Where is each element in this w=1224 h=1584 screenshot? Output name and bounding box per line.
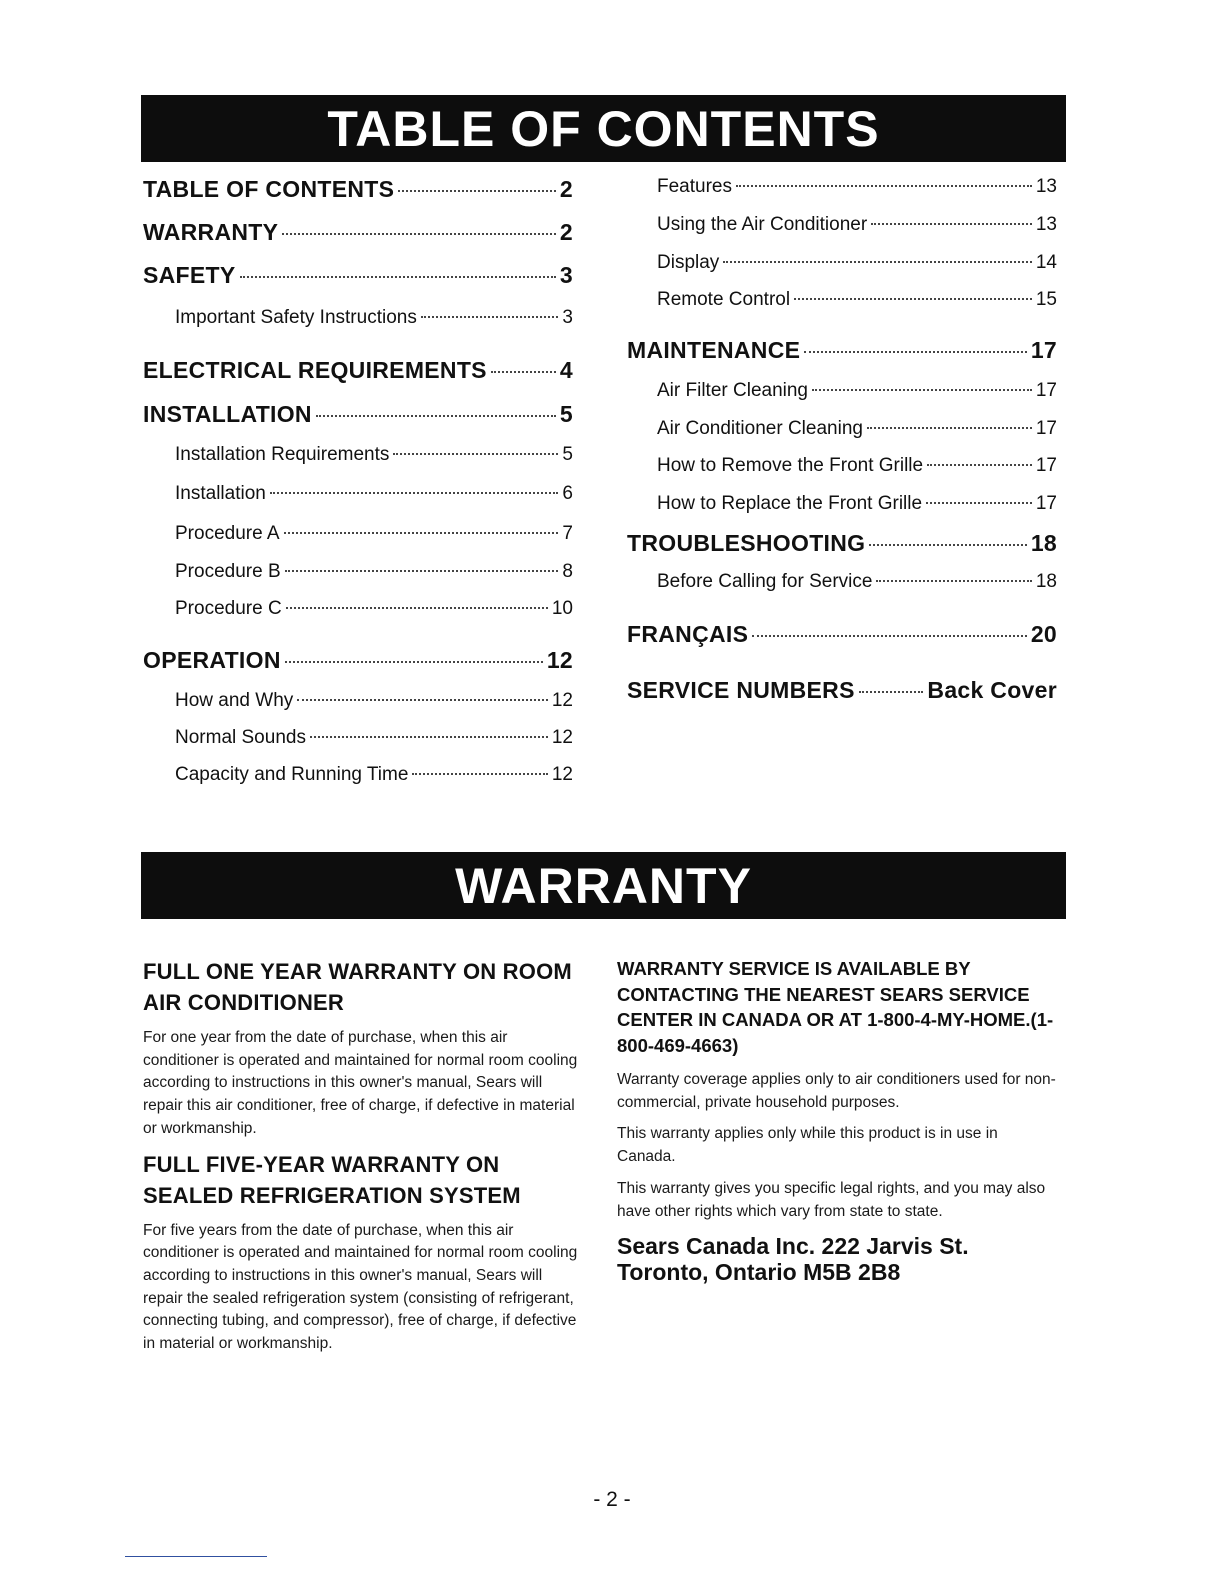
toc-entry (627, 214, 1057, 236)
toc-entry (627, 252, 1057, 274)
toc-leader-dots (812, 389, 1032, 391)
toc-entry-page: 18 (1030, 530, 1057, 556)
toc-leader-dots (310, 736, 548, 738)
toc-entry-page: 6 (562, 483, 573, 504)
toc-entry-page: 17 (1035, 418, 1057, 439)
toc-entry-label: FRANÇAIS (627, 621, 749, 647)
toc-leader-dots (723, 261, 1032, 263)
toc-entry-label: How and Why (175, 690, 294, 711)
toc-entry-label: Procedure A (175, 523, 280, 544)
toc-entry (627, 621, 1057, 648)
toc-entry-page: 2 (559, 176, 573, 202)
toc-leader-dots (876, 580, 1031, 582)
toc-entry (627, 418, 1057, 440)
warranty-title: WARRANTY (455, 857, 752, 914)
toc-leader-dots (316, 415, 556, 417)
toc-leader-dots (285, 661, 543, 663)
toc-entry (627, 455, 1057, 477)
toc-entry (627, 289, 1057, 311)
toc-entry-label: ELECTRICAL REQUIREMENTS (143, 357, 487, 383)
toc-entry-page: Back Cover (927, 677, 1057, 703)
toc-entry-page: 13 (1035, 176, 1057, 197)
sears-address-line2: Toronto, Ontario M5B 2B8 (617, 1259, 901, 1286)
toc-entry-page: 10 (551, 598, 573, 619)
toc-leader-dots (859, 691, 924, 693)
toc-entry-label: Important Safety Instructions (175, 307, 417, 328)
warranty-left-column (143, 956, 583, 1356)
toc-entry (143, 307, 573, 329)
legal-rights-text: This warranty gives you specific legal rights, and you may also have other rights which vary from state to state. (617, 1179, 1046, 1220)
toc-entry (143, 647, 573, 674)
toc-leader-dots (926, 502, 1032, 504)
toc-leader-dots (871, 223, 1032, 225)
toc-entry-page: 17 (1035, 380, 1057, 401)
toc-leader-dots (752, 635, 1027, 637)
toc-entry-page: 12 (551, 764, 573, 785)
toc-leader-dots (736, 185, 1032, 187)
toc-entry (143, 401, 573, 428)
toc-entry-page: 14 (1035, 252, 1057, 273)
toc-entry-label: Display (657, 252, 720, 273)
page-number: - 2 - (593, 1488, 631, 1511)
warranty-service-heading: WARRANTY SERVICE IS AVAILABLE BY CONTACTING THE NEAREST SEARS SERVICE CENTER IN CANADA OR AT 1-800-4-MY-HOME.(1-800-469-4663) (617, 958, 1054, 1056)
toc-leader-dots (282, 233, 556, 235)
toc-entry (143, 444, 573, 466)
toc-leader-dots (421, 316, 559, 318)
toc-leader-dots (284, 532, 559, 534)
toc-entry (143, 219, 573, 246)
toc-entry (143, 727, 573, 749)
toc-leader-dots (804, 351, 1027, 353)
toc-entry-label: Normal Sounds (175, 727, 306, 748)
toc-entry-page: 3 (559, 262, 573, 288)
toc-entry-label: OPERATION (143, 647, 281, 673)
toc-entry (143, 262, 573, 289)
toc-entry-label: SAFETY (143, 262, 236, 288)
warranty-banner (141, 852, 1066, 919)
toc-entry-label: Procedure C (175, 598, 282, 619)
toc-entry (627, 380, 1057, 402)
canada-use-text: This warranty applies only while this product is in use in Canada. (617, 1125, 998, 1166)
toc-entry-page: 5 (562, 444, 573, 465)
toc-entry-label: Remote Control (657, 289, 791, 310)
toc-entry (143, 176, 573, 203)
toc-entry-label: Air Conditioner Cleaning (657, 418, 863, 439)
coverage-text: Warranty coverage applies only to air conditioners used for non-commercial, private household purposes. (617, 1071, 1056, 1111)
one-year-warranty-heading: FULL ONE YEAR WARRANTY ON ROOM AIR CONDITIONER (143, 959, 572, 1015)
toc-leader-dots (285, 570, 559, 572)
toc-entry-page: 13 (1035, 214, 1057, 235)
toc-leader-dots (794, 298, 1032, 300)
toc-entry (143, 357, 573, 384)
toc-entry (143, 764, 573, 786)
toc-entry-page: 12 (546, 647, 573, 673)
toc-entry-label: SERVICE NUMBERS (627, 677, 855, 703)
toc-entry-label: TROUBLESHOOTING (627, 530, 866, 556)
toc-leader-dots (869, 544, 1026, 546)
toc-entry-page: 8 (562, 561, 573, 582)
warranty-right-column (617, 956, 1057, 1285)
toc-entry (627, 176, 1057, 198)
sears-address-line1: Sears Canada Inc. 222 Jarvis St. (617, 1233, 969, 1260)
toc-entry-label: How to Replace the Front Grille (657, 493, 923, 514)
toc-leader-dots (286, 607, 548, 609)
toc-entry (143, 483, 573, 505)
toc-entry (143, 561, 573, 583)
toc-entry-page: 4 (559, 357, 573, 383)
toc-entry-label: Before Calling for Service (657, 571, 873, 592)
toc-entry-page: 15 (1035, 289, 1057, 310)
toc-entry-label: Using the Air Conditioner (657, 214, 868, 235)
toc-leader-dots (491, 371, 556, 373)
toc-entry-label: MAINTENANCE (627, 337, 801, 363)
toc-leader-dots (393, 453, 558, 455)
toc-entry-label: INSTALLATION (143, 401, 312, 427)
toc-entry-page: 2 (559, 219, 573, 245)
toc-entry-page: 17 (1035, 493, 1057, 514)
toc-entry-page: 18 (1035, 571, 1057, 592)
toc-banner (141, 95, 1066, 162)
toc-title: TABLE OF CONTENTS (327, 100, 880, 157)
toc-entry-label: Procedure B (175, 561, 281, 582)
toc-entry-label: Installation (175, 483, 266, 504)
toc-entry-page: 17 (1030, 337, 1057, 363)
toc-entry-page: 20 (1030, 621, 1057, 647)
toc-leader-dots (412, 773, 547, 775)
toc-entry-page: 5 (559, 401, 573, 427)
toc-entry-page: 17 (1035, 455, 1057, 476)
toc-leader-dots (927, 464, 1032, 466)
toc-entry (143, 598, 573, 620)
toc-entry (627, 530, 1057, 557)
toc-entry-label: Air Filter Cleaning (657, 380, 808, 401)
toc-entry-label: Capacity and Running Time (175, 764, 409, 785)
toc-entry (627, 571, 1057, 593)
toc-entry (627, 337, 1057, 364)
toc-entry-label: Features (657, 176, 732, 197)
toc-leader-dots (398, 190, 556, 192)
toc-entry-page: 3 (562, 307, 573, 328)
toc-entry (143, 690, 573, 712)
toc-entry (143, 523, 573, 545)
toc-entry-label: TABLE OF CONTENTS (143, 176, 395, 202)
toc-entry (627, 493, 1057, 515)
toc-leader-dots (240, 276, 556, 278)
toc-entry-label: How to Remove the Front Grille (657, 455, 924, 476)
five-year-warranty-heading: FULL FIVE-YEAR WARRANTY ON SEALED REFRIGERATION SYSTEM (143, 1151, 521, 1208)
toc-leader-dots (867, 427, 1032, 429)
toc-entry-label: WARRANTY (143, 219, 279, 245)
toc-entry-label: Installation Requirements (175, 444, 390, 465)
toc-entry (627, 677, 1057, 704)
toc-entry-page: 12 (551, 727, 573, 748)
five-year-warranty-text: For five years from the date of purchase, when this air conditioner is operated and maintained for normal room cooling according to instructions in this owner's manual, Sears will repair the sealed refrigeration system (consisting of refrigerant, connecting tubing, and compressor), free of charge, if defective in material or workmanship. (143, 1221, 578, 1353)
toc-entry-page: 12 (551, 690, 573, 711)
footer-rule (125, 1556, 267, 1557)
one-year-warranty-text: For one year from the date of purchase, when this air conditioner is operated and maintained for normal room cooling according to instructions in this owner's manual, Sears will repair this air conditioner, free of charge, if defective in material or workmanship. (143, 1029, 578, 1137)
toc-leader-dots (270, 492, 559, 494)
toc-leader-dots (297, 699, 548, 701)
toc-entry-page: 7 (562, 523, 573, 544)
